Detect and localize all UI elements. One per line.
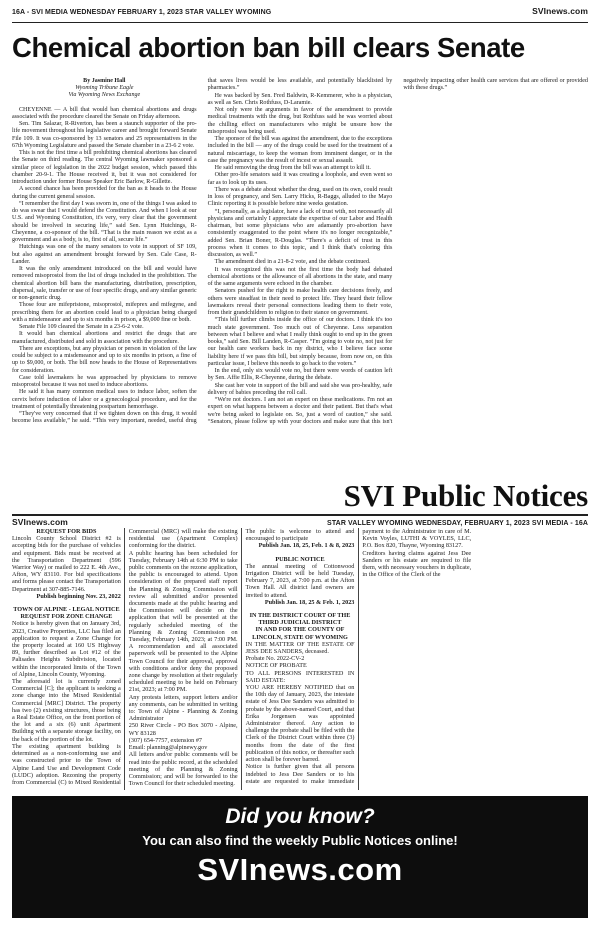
notices-folio (12, 517, 588, 527)
notice-heading: REQUEST FOR BIDS (36, 528, 97, 535)
article-paragraph: Sen. Tim Salazar, R-Riverton, has been a staunch supporter of the pro-life movement throughout his legislative career and brought forward Senate File 109. It was co-sponsored by 13 senators and 25 representatives in the 67th Wyoming Legislature and passed the Senate chamber in a 23-6 2 vote. (12, 121, 197, 149)
notice-heading: IN AND FOR THE COUNTY OF LINCOLN, STATE OF WYOMING (252, 626, 348, 641)
article-byline-line: Wyoming Tribune Eagle (75, 85, 134, 92)
article-paragraph: “They've very concerned that if we tighten down on this drug, it would become less available,” he said. “This very important, needed, useful drug that saves lives would be less available, and potentially blacklisted by pharmacies.” (12, 78, 393, 425)
article-paragraph: “We're not doctors. I am not an expert on these medications. I'm not an expert on what happens between a doctor and their patient. But that's what we're being asked to legislate on. So, just a word of caution,” she said. “Senators, please follow up with your doctors and make sure that this isn't negatively impacting other health care services that are offered or provided with these drugs.” (207, 78, 588, 425)
notice-paragraph: A public hearing has been scheduled for Tuesday, February 14th at 6:30 PM to take public comments on the rezone application, the public is encouraged to attend. Upon consideration of the prepared staff report the Planning & Zoning Commission will review all submitted and/or presented documents made at the public hearing and the Commission will decide on the application that will be presented at the regularly scheduled meeting of the Planning & Zoning Commission on Tuesday, February 14th, 2023; at 7:00 PM. A recommendation and all associated paperwork will be presented to the Alpine Town Council for their approval, approval with conditions and/or deny the proposed zone change by resolution at their regularly scheduled meeting to be held on February 21st, 2023; at 7:00 PM. (128, 549, 238, 694)
notice-paragraph: Notice is further given that all persons indebted to Jess Dee Sanders or to his estate are requested to make immediate payment to the Administrator in care of M. Kevin Voyles, LUTHI & VOYLES, LLC, P.O. Box 820, Thayne, Wyoming 83127. (245, 528, 472, 785)
notice-heading: TOWN OF ALPINE - LEGAL NOTICE (13, 606, 120, 614)
public-notices-title: SVI Public Notices (343, 478, 588, 513)
article-paragraph: The sponsor of the bill was against the amendment, due to the exceptions included in the bill — any of the drugs could be used for the treatment of a natural miscarriage, to keep the woman from imminent danger, or in the case the pregnancy was the result of incest or sexual assault. (207, 136, 393, 164)
banner-question: Did you know? (225, 805, 375, 828)
notice-heading: IN THE DISTRICT COURT OF THE THIRD JUDICIAL DISTRICT (249, 612, 351, 627)
notice-paragraph: Lincoln County School District #2 is accepting bids for the purchase of vehicles and equipment. Bids must be received at the Transportation Department (596 Warrior Way) or mailed to 222 E. 4th Ave., Afton, WY 83110. For bid specifications and forms please contact the Transportation Department at 307-885-7146. (12, 535, 121, 593)
article-paragraph: Case told lawmakers he was approached by physicians to remove misoprostol because it was not used to induce abortions. (12, 374, 197, 389)
article-paragraph: Those four are mifepristone, misoprostol, mifeprex and mifegyne, and prescribing them for an abortion could lead to a physician being charged with a misdemeanor and up to six months in prison, a $9,000 fine or both. (12, 302, 197, 323)
notices-folio-page-info: STAR VALLEY WYOMING WEDNESDAY, FEBRUARY 1, 2023 SVI MEDIA - 16A (327, 520, 588, 527)
article-paragraph: Hutchings was one of the many senators to vote in support of SF 109, but also against an amendment brought forward by Sen. Cale Case, R-Lander. (12, 244, 197, 265)
article-paragraph: “This bill further climbs inside the office of our doctors. I think it's too much state government. Too much out of Cheyenne. Less separation between what I believe and what I really think ought to end up in the green books,” said Sen. Bill Landen, R-Casper. “I'm going to vote no, not just for our health care workers back in my district, who I believe face some liability here if we pass this bill, but simply because, from now on, on this particular issue, I believe this needs to go back to the voters.” (207, 317, 393, 367)
article-paragraph: It would ban chemical abortions and restrict the drugs that are manufactured, distributed and sold in association with the procedure. (12, 331, 197, 345)
notice-heading: REQUEST FOR ZONE CHANGE (20, 613, 113, 621)
article-paragraph: Not only were the arguments in favor of the amendment to provide medical treatments with the drug, but Rothfuss said he was worried about the chilling effect on manufacturers who might be unsure how the misoprostol was being used. (207, 107, 393, 135)
article-paragraph: There are exceptions, but any physician or person in violation of the law could be subject to a misdemeanor and up to six months in prison, a fine of up to $9,000, or both. The bill now heads to the House of Representatives for consideration. (12, 345, 197, 374)
banner-message: You can also find the weekly Public Notices online! (142, 833, 458, 848)
notice-paragraph: YOU ARE HEREBY NOTIFIED that on the 10th day of January, 2023, the intestate estate of Jess Dee Sanders was admitted to probate by the above-named Court, and that Erika Jorgensen was appointed Administrator thereof. Any action to challenge the probate shall be filed with the Clerk of the District Court within three (3) months from the date of the first publication of this notice, or thereafter such action shall be forever barred. (245, 684, 355, 764)
article-paragraph: It was recognized this was not the first time the body had debated chemical abortions or the allowance of all abortions in the state, and many of the same arguments were echoed in the chamber. (207, 266, 393, 287)
notice-publish-line: Publish Jan. 18, 25, Feb. 1 & 8, 2023 (258, 542, 355, 550)
article-paragraph: “I, personally, as a legislator, have a lack of trust with, not necessarily all physicians and certainly I appreciate the expertise of our Labor and Health chairman, but some physicians who are adamantly pro-abortion have consistently exaggerated to the point where it's no longer recognizable,” added Sen. Brian Boner, R-Douglas. “There's a deficit of trust in this process when it comes to this topic, and I think that's coloring this discussion, as well.” (207, 208, 393, 258)
public-notices-columns (12, 528, 588, 790)
article-body (12, 78, 588, 438)
notice-paragraph: NOTICE OF PROBATE (245, 662, 307, 670)
article-paragraph: He was backed by Sen. Fred Baldwin, R-Kemmerer, who is a physician, as well as Sen. Chris Rothfuss, D-Laramie. (207, 92, 393, 106)
article-paragraph: There was a debate about whether the drug, used on its own, could result in loss of pregnancy, and Sen. Larry Hicks, R-Baggs, alluded to the Mayo Clinic reporting it is possible before nine weeks gestation. (207, 186, 393, 208)
article-paragraph: This is not the first time a bill prohibiting chemical abortions has cleared the Senate on third reading. The central Wyoming lawmaker sponsored a similar piece of legislation in the 2022 budget session, which passed this chamber 20-9-1. The House received it, but it was not considered for introduction under former House Speaker Eric Barlow, R-Gillette. (12, 150, 197, 186)
notices-top-rule (12, 514, 588, 516)
notice-paragraph: TO ALL PERSONS INTERESTED IN SAID ESTATE: (245, 669, 355, 684)
banner-site-link[interactable]: SVInews.com (197, 852, 403, 887)
notice-paragraph: Email: planning@alpinewy.gov (128, 744, 208, 752)
top-folio (12, 6, 588, 16)
article-paragraph: She cast her vote in support of the bill and said she was pro-healthy, safe delivery of babies preceding the roll call. (207, 382, 393, 396)
notice-paragraph: IN THE MATTER OF THE ESTATE OF JESS DEE SANDERS, deceased. (245, 640, 355, 656)
notice-paragraph: The existing apartment building is determined as a non-conforming use and was constructed prior to the Town of Alpine Land Use and Development Code (LUDC) adoption. Rezoning the property from Commercial (C) to Mixed Residential Commercial (MRC) will make the existing residential use (Apartment Complex) conforming for the district. (12, 528, 238, 786)
notice-paragraph: Probate No. 2022-CV-2 (245, 655, 305, 663)
article-paragraph: Other pro-life senators said it was creating a loophole, and even went so far as to look up its uses. (207, 172, 393, 186)
notice-paragraph: 250 River Circle - PO Box 3070 - Alpine, WY 83128 (128, 722, 238, 737)
article-paragraph: CHEYENNE — A bill that would ban chemical abortions and drugs associated with the procedure cleared the Senate on Friday afternoon. (12, 106, 197, 120)
article-paragraph: He said removing the drug from the bill was an attempt to kill it. (214, 165, 371, 171)
notice-paragraph: (307) 654-7757, extension #7 (128, 736, 203, 744)
article-paragraph: “I remember the first day I was sworn in, one of the things I was asked to do was swear that I would defend the Constitution. And when I look at our U.S. and Wyoming Constitution, it's very, very clear that the government should be involved in securing life,” said Sen. Lynn Hutchings, R-Cheyenne, a co-sponsor of the bill. “That is the main reason we exist as a government and as a body, is to, first of all, secure life.” (12, 200, 197, 244)
notices-folio-site-link[interactable]: SVInews.com (12, 517, 68, 527)
notice-heading: PUBLIC NOTICE (275, 555, 325, 563)
notice-paragraph: The annual meeting of Cottonwood Irrigation District will be held Tuesday, February 7, 2023, at 7:00 p.m. at the Afton Town Hall. All district land owners are invited to attend. (245, 562, 355, 599)
article-paragraph: A second chance has been provided for the ban as it heads to the House during the current general session. (12, 186, 197, 200)
notice-paragraph: All letters and/or public comments will be read into the public record, at the scheduled meeting of the Planning & Zoning Commission; and will be forwarded to the Town Council for their scheduled meeting. (128, 751, 238, 788)
article-paragraph: Senators pushed for the right to make health care decisions freely, and others were steadfast in their need to protect life. They heard their fellow lawmakers reveal their personal connections leading them to their vote, from their grandchildren to religion to their stance on government. (207, 288, 393, 316)
notice-publish-line: Publish beginning Nov. 23, 2022 (36, 592, 121, 600)
article-paragraph: Senate File 109 cleared the Senate in a 23-6-2 vote. (19, 324, 144, 331)
notice-paragraph: Creditors having claims against Jess Dee Sanders or his estate are required to file them, with necessary vouchers in duplicate, in the Office of the Clerk of the (362, 549, 472, 579)
article-paragraph: In the end, only six would vote no, but there were words of caution left by Sen. Affie Ellis, R-Cheyenne, during the debate. (207, 368, 393, 382)
notice-paragraph: Notice is hereby given that on January 3rd, 2023, Creative Properties, LLC has filed an application to request a Zone Change for the property located at 160 US Highway 89, further described as Lot #12 of the Palisades Heights Subdivision, located within the incorporated limits of the Town of Alpine, Lincoln County, Wyoming. (12, 620, 121, 678)
folio-page-info: 16A - SVI MEDIA WEDNESDAY FEBRUARY 1, 2023 STAR VALLEY WYOMING (12, 9, 272, 16)
article-byline-line: Via Wyoming News Exchange (68, 92, 141, 99)
article-paragraph: He said it has many common medical uses to induce labor, soften the cervix before induction of labor or a gynecological procedure, and for the treatment of potentially threatening postpartum hemorrhage. (12, 389, 197, 410)
notice-paragraph: Any protests letters, support letters and/or any comments, can be submitted in writing to: Town of Alpine - Planning & Zoning Administrator (128, 693, 238, 723)
article-paragraph: It was the only amendment introduced on the bill and would have removed misoprostol from the list of drugs included in the prohibition. The chemical abortion bill bans the manufacturing, distribution, prescription, dispersal, sale, transfer or use of four specific drugs, and any similar generic or non-generic drug. (12, 266, 197, 302)
notice-publish-line: Publish Jan. 18, 25 & Feb. 1, 2023 (264, 598, 355, 606)
article-paragraph: The amendment died in a 21-8-2 vote, and the debate continued. (214, 259, 371, 266)
top-rule (12, 22, 588, 23)
notice-paragraph: The public is welcome to attend and encouraged to participate (245, 528, 355, 543)
notice-paragraph: The aforesaid lot is currently zoned Commercial [C]; the applicant is seeking a zone change into the Mixed Residential Commercial [MRC] District. The property has two (2) existing structures, those being a Real Estate Office, on the front portion of the lot and a six (6) unit Apartment Building with a separate storage facility, on the back of the portion of the lot. (12, 678, 121, 743)
promo-banner[interactable] (12, 796, 588, 918)
article-headline: Chemical abortion ban bill clears Senate (12, 32, 525, 63)
article-byline-line: By Jasmine Hall (83, 78, 126, 84)
folio-site-link[interactable]: SVInews.com (532, 6, 588, 16)
